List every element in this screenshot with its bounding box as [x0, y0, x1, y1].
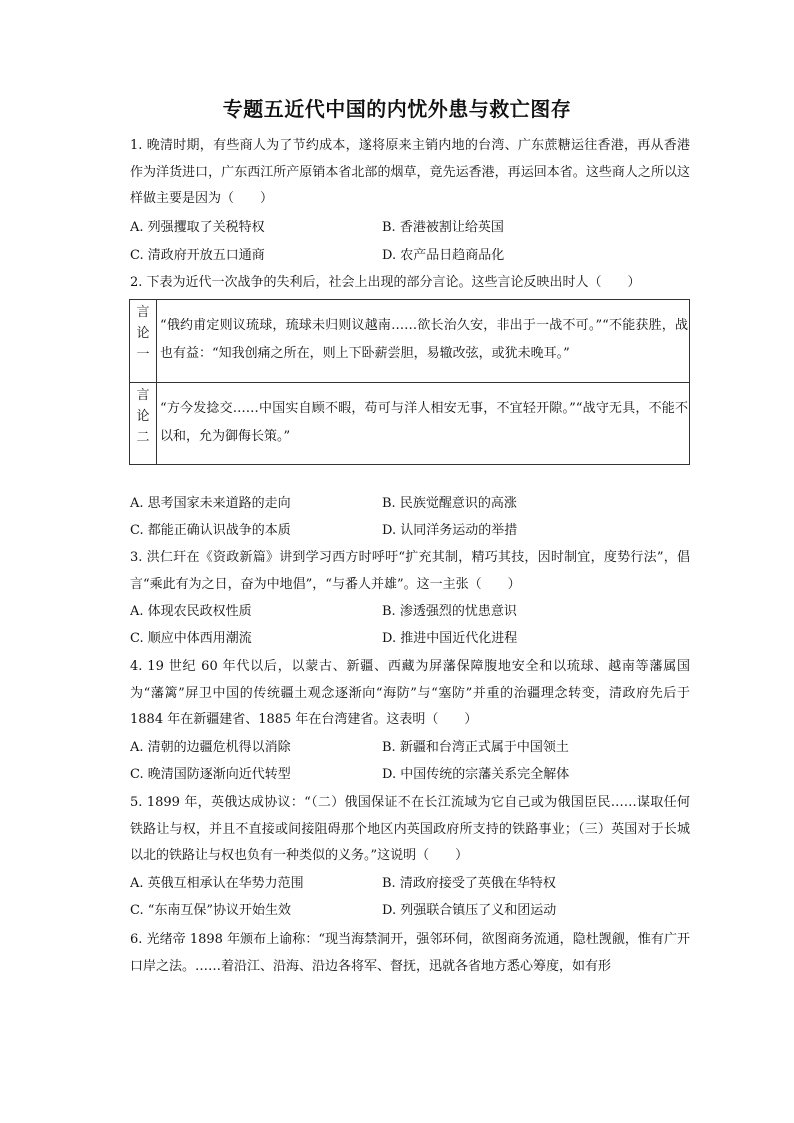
quote-table-row — [130, 300, 689, 383]
question-2-option-b: B. 民族觉醒意识的高涨 — [382, 496, 517, 511]
question-2-option-d: D. 认同洋务运动的举措 — [382, 523, 518, 538]
quote-row-label — [130, 383, 157, 464]
question-4-option-c: C. 晚清国防逐渐向近代转型 — [130, 767, 291, 782]
question-3-option-a: A. 体现农民政权性质 — [130, 604, 252, 619]
label-char: 言 — [136, 388, 150, 403]
question-5-stem: 5. 1899 年，英俄达成协议：“（二）俄国保证不在长江流域为它自己或为俄国臣民……谋取任何铁路让与权，并且不直接或间接阻碍那个地区内英国政府所支持的铁路事业；（三）英国对于长城以北的铁路让与权也负有一种类似的义务。”这说明（ ） — [130, 795, 690, 863]
question-3-option-d: D. 推进中国近代化进程 — [382, 631, 518, 646]
question-3-option-c: C. 顺应中体西用潮流 — [130, 631, 252, 646]
question-1-option-a: A. 列强攫取了关税特权 — [130, 220, 265, 235]
question-2-option-a: A. 思考国家未来道路的走向 — [130, 496, 291, 511]
question-3-stem: 3. 洪仁玕在《资政新篇》讲到学习西方时呼吁“扩充其制，精巧其技，因时制宜，度势行法”，倡言“乘此有为之日，奋为中地倡”，“与番人并雄”。这一主张（ ） — [130, 550, 690, 592]
question-1-option-c: C. 清政府开放五口通商 — [130, 248, 265, 263]
quote-row-text: “方今发捻交……中国实自顾不暇，苟可与洋人相安无事，不宜轻开隙。”“战守无具，不能不以和，允为御侮长策。” — [160, 401, 688, 444]
quote-row-label — [130, 300, 157, 382]
question-3-option-b: B. 渗透强烈的忧患意识 — [382, 604, 517, 619]
label-char: 二 — [136, 430, 150, 445]
question-2-stem: 2. 下表为近代一次战争的失利后，社会上出现的部分言论。这些言论反映出时人（ ） — [130, 275, 641, 290]
label-char: 言 — [136, 305, 150, 320]
label-char: 论 — [136, 326, 150, 341]
quote-table-row — [130, 383, 689, 464]
label-char: 一 — [136, 347, 150, 362]
page-title: 专题五近代中国的内忧外患与救亡图存 — [222, 97, 572, 121]
question-1-stem: 1. 晚清时期，有些商人为了节约成本，遂将原来主销内地的台湾、广东蔗糖运往香港，再从香港作为洋货进口，广东西江所产原销本省北部的烟草，竟先运香港，再运回本省。这些商人之所以这样做主要是因为（ ） — [130, 138, 690, 206]
quote-table — [129, 299, 690, 465]
question-4-option-a: A. 清朝的边疆危机得以消除 — [130, 740, 291, 755]
question-5-option-d: D. 列强联合镇压了义和团运动 — [382, 903, 557, 918]
question-5-option-b: B. 清政府接受了英俄在华特权 — [382, 876, 556, 891]
question-6-stem: 6. 光绪帝 1898 年颁布上谕称：“现当海禁洞开，强邻环伺，欲图商务流通，隐杜觊觎，惟有广开口岸之法。……着沿江、沿海、沿边各将军、督抚，迅就各省地方悉心筹度，如有形 — [130, 932, 690, 974]
question-2-option-c: C. 都能正确认识战争的本质 — [130, 523, 291, 538]
question-4-option-b: B. 新疆和台湾正式属于中国领土 — [382, 740, 569, 755]
question-4-stem: 4. 19 世纪 60 年代以后，以蒙古、新疆、西藏为屏藩保障腹地安全和以琉球、越南等藩属国为“藩篱”屏卫中国的传统疆土观念逐渐向“海防”与“塞防”并重的治疆理念转变，清政府先后于 1884 年在新疆建省、1885 年在台湾建省。这表明（ ） — [130, 659, 690, 727]
question-5-option-c: C. “东南互保”协议开始生效 — [130, 903, 292, 918]
question-1-option-b: B. 香港被割让给英国 — [382, 220, 504, 235]
question-1-option-d: D. 农产品日趋商品化 — [382, 248, 505, 263]
quote-row-text: “俄约甫定则议琉球，琉球未归则议越南……欲长治久安，非出于一战不可。”“不能获胜，战也有益：“知我创痛之所在，则上下卧薪尝胆，易辙改弦，或犹未晚耳。” — [160, 318, 688, 361]
label-char: 论 — [136, 409, 150, 424]
question-4-option-d: D. 中国传统的宗藩关系完全解体 — [382, 767, 570, 782]
question-5-option-a: A. 英俄互相承认在华势力范围 — [130, 876, 304, 891]
